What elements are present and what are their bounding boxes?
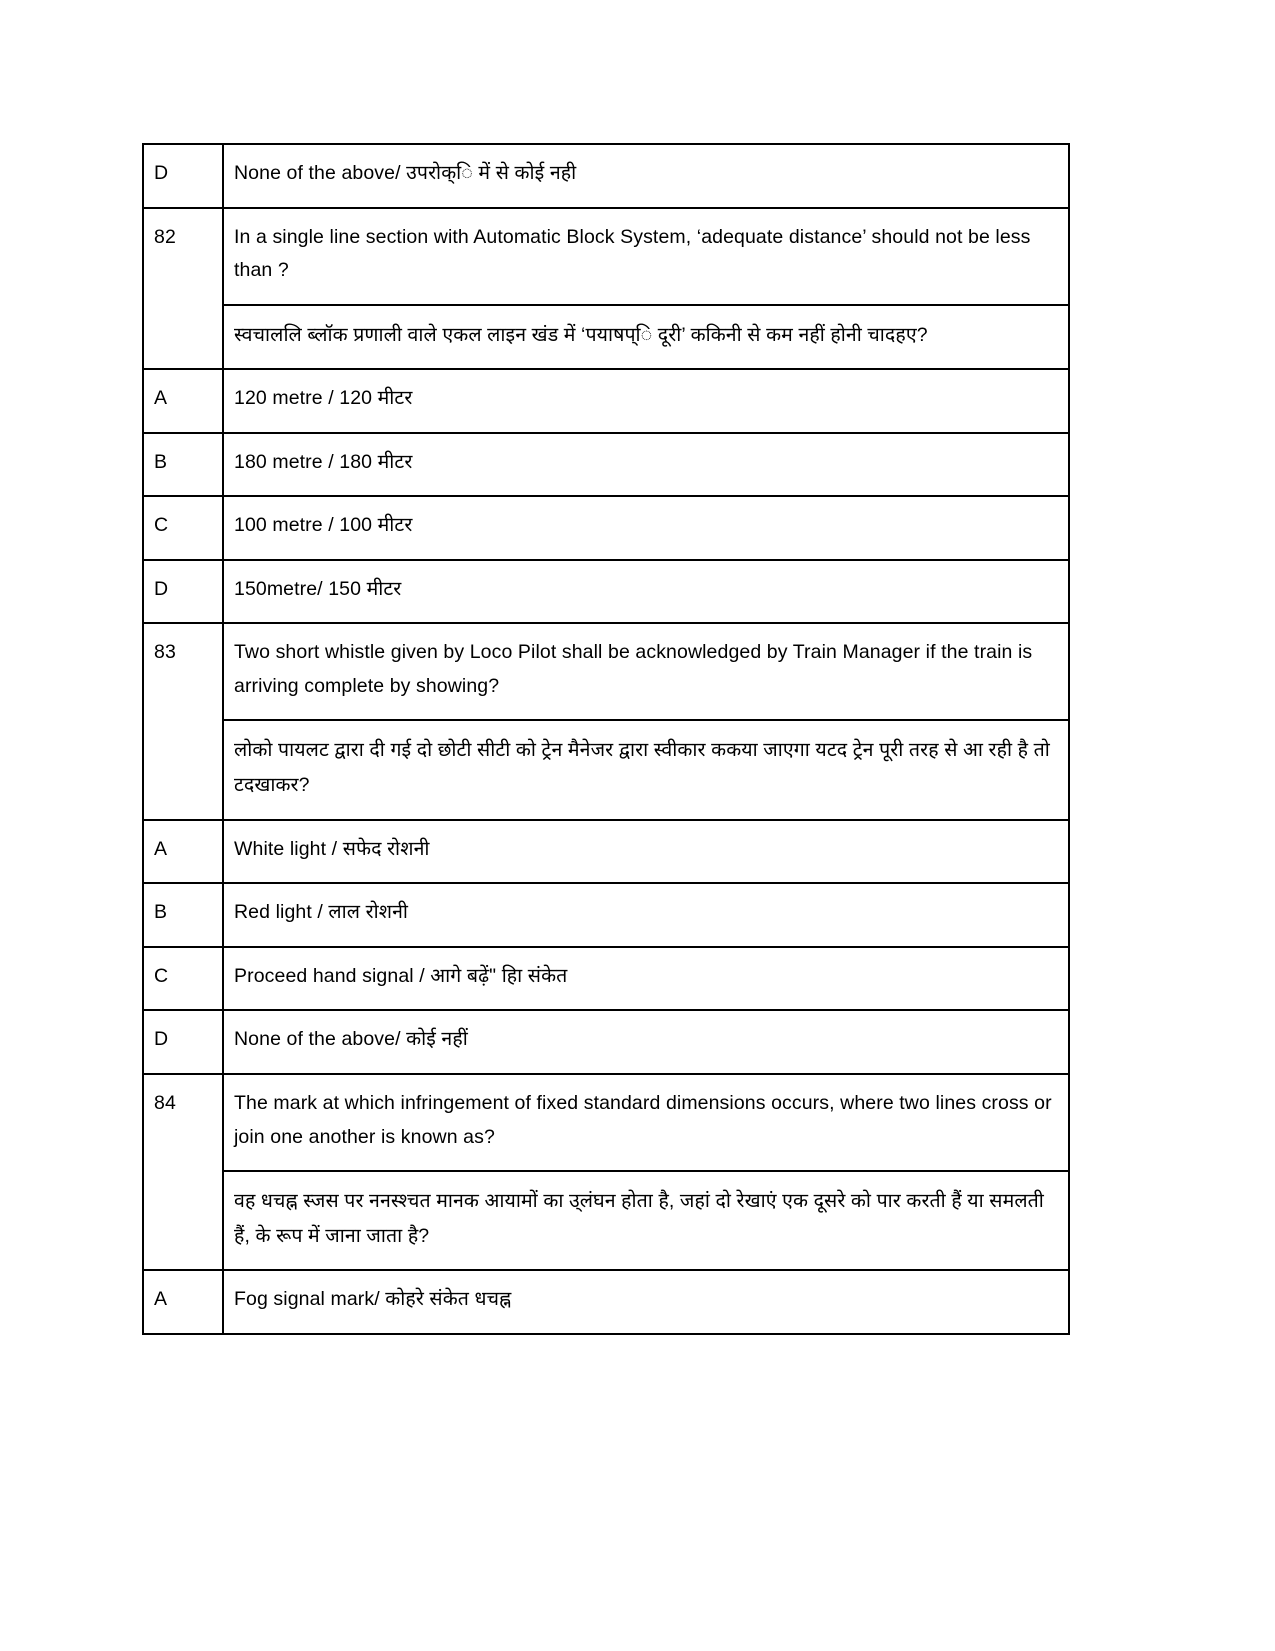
row-label: C [143, 496, 223, 560]
row-content: 150metre/ 150 मीटर [223, 560, 1069, 624]
row-content: लोको पायलट द्वारा दी गई दो छोटी सीटी को ट्रेन मैनेजर द्वारा स्वीकार ककया जाएगा यटद ट्रेन पूरी तरह से आ रही है तो टदखाकर? [223, 720, 1069, 819]
row-label: A [143, 1270, 223, 1334]
question-table [142, 143, 1070, 1335]
row-content: स्वचाललि ब्लॉक प्रणाली वाले एकल लाइन खंड में ‘पयाषप्ि दूरी’ ककिनी से कम नहीं होनी चादहए? [223, 305, 1069, 370]
table-row [143, 496, 1069, 560]
row-content: वह धचह्न स्जस पर ननस्श्चत मानक आयामों का उ्लंघन होता है, जहां दो रेखाएं एक दूसरे को पार करती हैं या समलती हैं, के रूप में जाना जाता है? [223, 1171, 1069, 1270]
row-label: D [143, 560, 223, 624]
row-content: 120 metre / 120 मीटर [223, 369, 1069, 433]
table-row [143, 623, 1069, 720]
row-label: D [143, 1010, 223, 1074]
row-label: B [143, 883, 223, 947]
row-label: B [143, 433, 223, 497]
table-row [143, 560, 1069, 624]
row-label: 82 [143, 208, 223, 370]
table-row [143, 883, 1069, 947]
table-row [143, 947, 1069, 1011]
row-content: 180 metre / 180 मीटर [223, 433, 1069, 497]
row-content: Red light / लाल रोशनी [223, 883, 1069, 947]
table-row [143, 433, 1069, 497]
row-label: D [143, 144, 223, 208]
row-label: 84 [143, 1074, 223, 1270]
row-content: 100 metre / 100 मीटर [223, 496, 1069, 560]
row-content: None of the above/ कोई नहीं [223, 1010, 1069, 1074]
table-row [143, 144, 1069, 208]
table-row [143, 369, 1069, 433]
table-row [143, 720, 1069, 819]
question-table-body [143, 144, 1069, 1334]
table-row [143, 305, 1069, 370]
row-content: Two short whistle given by Loco Pilot shall be acknowledged by Train Manager if the train is arriving complete by showing? [223, 623, 1069, 720]
row-content: Proceed hand signal / आगे बढ़ें" हिा संकेत [223, 947, 1069, 1011]
table-row [143, 1171, 1069, 1270]
row-label: A [143, 369, 223, 433]
row-content: Fog signal mark/ कोहरे संकेत धचह्न [223, 1270, 1069, 1334]
table-row [143, 1010, 1069, 1074]
row-content: White light / सफेद रोशनी [223, 820, 1069, 884]
row-content: The mark at which infringement of fixed standard dimensions occurs, where two lines cross or join one another is known as? [223, 1074, 1069, 1171]
row-content: In a single line section with Automatic Block System, ‘adequate distance’ should not be less than ? [223, 208, 1069, 305]
row-label: 83 [143, 623, 223, 819]
table-row [143, 1270, 1069, 1334]
row-label: C [143, 947, 223, 1011]
table-row [143, 1074, 1069, 1171]
row-content: None of the above/ उपरोक्ि में से कोई नही [223, 144, 1069, 208]
row-label: A [143, 820, 223, 884]
table-row [143, 208, 1069, 305]
table-row [143, 820, 1069, 884]
